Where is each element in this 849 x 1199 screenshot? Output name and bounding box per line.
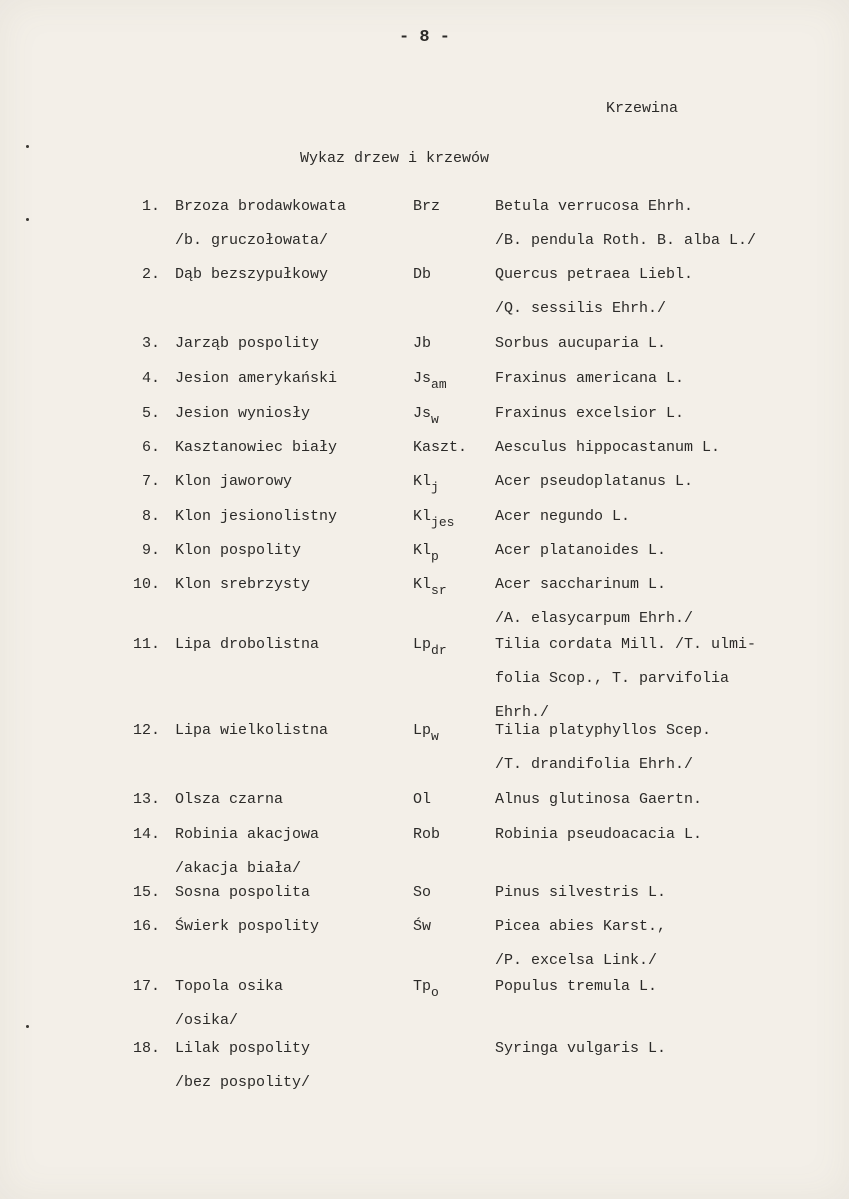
latin-name-line: Acer negundo L.	[495, 508, 631, 525]
abbreviation-base: Lp	[413, 636, 432, 653]
latin-name	[495, 500, 630, 534]
polish-name	[175, 465, 292, 499]
polish-name-line: Jarząb pospolity	[175, 335, 320, 352]
abbreviation-subscript: dr	[431, 643, 447, 658]
item-number: 10.	[132, 576, 160, 593]
polish-name-line: Olsza czarna	[175, 791, 284, 808]
abbreviation-subscript: sr	[431, 583, 447, 598]
abbreviation-base: Brz	[413, 198, 441, 215]
latin-name	[495, 910, 666, 978]
abbreviation	[413, 818, 440, 852]
abbreviation-base: Lp	[413, 722, 432, 739]
abbreviation	[413, 714, 439, 754]
latin-name-line: Populus tremula L.	[495, 978, 658, 995]
latin-name	[495, 714, 711, 782]
paper-speck	[26, 145, 29, 148]
latin-name	[495, 568, 693, 636]
abbreviation	[413, 970, 439, 1010]
polish-name	[175, 1032, 310, 1100]
item-number: 11.	[132, 636, 160, 653]
abbreviation-base: Tp	[413, 978, 432, 995]
abbreviation-base: Kaszt.	[413, 439, 468, 456]
abbreviation	[413, 327, 431, 361]
abbreviation	[413, 876, 431, 910]
polish-name-line: Klon pospolity	[175, 542, 302, 559]
latin-name	[495, 970, 657, 1004]
latin-name-line: /Q. sessilis Ehrh./	[495, 300, 667, 317]
abbreviation	[413, 431, 467, 465]
item-number: 18.	[132, 1040, 160, 1057]
item-number: 9.	[141, 542, 160, 559]
abbreviation-base: So	[413, 884, 432, 901]
paper-speck	[26, 1025, 29, 1028]
abbreviation-subscript: am	[431, 377, 447, 392]
latin-name-line: /A. elasycarpum Ehrh./	[495, 610, 694, 627]
latin-name	[495, 327, 666, 361]
polish-name	[175, 568, 310, 602]
item-number: 12.	[132, 722, 160, 739]
abbreviation-base: Db	[413, 266, 432, 283]
polish-name-line: Klon jesionolistny	[175, 508, 338, 525]
abbreviation-base: Js	[413, 405, 432, 422]
abbreviation-subscript: jes	[431, 515, 455, 530]
polish-name	[175, 534, 301, 568]
latin-name	[495, 534, 666, 568]
latin-name-line: Betula verrucosa Ehrh.	[495, 198, 694, 215]
latin-name-line: Acer platanoides L.	[495, 542, 667, 559]
polish-name-line: /bez pospolity/	[175, 1074, 311, 1091]
item-number: 3.	[141, 335, 160, 352]
polish-name	[175, 431, 337, 465]
item-number: 14.	[132, 826, 160, 843]
abbreviation-subscript: w	[431, 412, 439, 427]
latin-name	[495, 1032, 666, 1066]
abbreviation	[413, 628, 447, 668]
latin-name-line: Tilia cordata Mill. /T. ulmi-	[495, 636, 757, 653]
polish-name	[175, 258, 328, 292]
polish-name-line: Brzoza brodawkowata	[175, 198, 347, 215]
latin-name-line: Acer saccharinum L.	[495, 576, 667, 593]
paper-speck	[26, 218, 29, 221]
abbreviation-base: Kl	[413, 473, 432, 490]
latin-name-line: Ehrh./	[495, 704, 550, 721]
polish-name-line: /akacja biała/	[175, 860, 302, 877]
polish-name	[175, 500, 337, 534]
abbreviation	[413, 362, 447, 402]
polish-name	[175, 628, 319, 662]
latin-name-line: Fraxinus americana L.	[495, 370, 685, 387]
item-number: 6.	[141, 439, 160, 456]
polish-name-line: Świerk pospolity	[175, 918, 320, 935]
abbreviation	[413, 910, 431, 944]
latin-name-line: Robinia pseudoacacia L.	[495, 826, 703, 843]
latin-name	[495, 258, 693, 326]
item-number: 13.	[132, 791, 160, 808]
item-number: 8.	[141, 508, 160, 525]
latin-name	[495, 783, 702, 817]
item-number: 17.	[132, 978, 160, 995]
polish-name-line: Jesion amerykański	[175, 370, 338, 387]
latin-name	[495, 818, 702, 852]
latin-name-line: Fraxinus excelsior L.	[495, 405, 685, 422]
abbreviation	[413, 568, 447, 608]
abbreviation-base: Św	[413, 918, 432, 935]
polish-name-line: Klon jaworowy	[175, 473, 293, 490]
abbreviation-base: Kl	[413, 542, 432, 559]
polish-name-line: Topola osika	[175, 978, 284, 995]
polish-name	[175, 362, 337, 396]
section-label: Krzewina	[606, 100, 679, 117]
latin-name	[495, 465, 693, 499]
polish-name-line: Lipa wielkolistna	[175, 722, 329, 739]
polish-name	[175, 876, 310, 910]
latin-name-line: /P. excelsa Link./	[495, 952, 658, 969]
polish-name	[175, 910, 319, 944]
latin-name	[495, 397, 684, 431]
latin-name-line: Sorbus aucuparia L.	[495, 335, 667, 352]
abbreviation-base: Js	[413, 370, 432, 387]
latin-name-line: Tilia platyphyllos Scep.	[495, 722, 712, 739]
abbreviation	[413, 258, 431, 292]
abbreviation-base: Jb	[413, 335, 432, 352]
polish-name-line: Lilak pospolity	[175, 1040, 311, 1057]
abbreviation	[413, 783, 431, 817]
item-number: 7.	[141, 473, 160, 490]
polish-name-line: Jesion wyniosły	[175, 405, 311, 422]
polish-name-line: Klon srebrzysty	[175, 576, 311, 593]
abbreviation-base: Ol	[413, 791, 432, 808]
polish-name	[175, 190, 346, 258]
polish-name	[175, 783, 283, 817]
polish-name-line: Robinia akacjowa	[175, 826, 320, 843]
latin-name-line: Acer pseudoplatanus L.	[495, 473, 694, 490]
abbreviation-base: Kl	[413, 508, 432, 525]
latin-name-line: Syringa vulgaris L.	[495, 1040, 667, 1057]
page-number: - 8 -	[398, 28, 450, 47]
polish-name	[175, 714, 328, 748]
latin-name	[495, 876, 666, 910]
polish-name-line: /osika/	[175, 1012, 239, 1029]
list-title: Wykaz drzew i krzewów	[300, 150, 490, 167]
abbreviation-subscript: j	[431, 480, 439, 495]
item-number: 5.	[141, 405, 160, 422]
polish-name-line: Lipa drobolistna	[175, 636, 320, 653]
polish-name	[175, 327, 319, 361]
abbreviation-subscript: p	[431, 549, 439, 564]
abbreviation	[413, 465, 439, 505]
item-number: 1.	[141, 198, 160, 215]
latin-name-line: Alnus glutinosa Gaertn.	[495, 791, 703, 808]
abbreviation	[413, 190, 440, 224]
latin-name-line: /B. pendula Roth. B. alba L./	[495, 232, 757, 249]
latin-name-line: folia Scop., T. parvifolia	[495, 670, 730, 687]
latin-name-line: Aesculus hippocastanum L.	[495, 439, 721, 456]
polish-name-line: Dąb bezszypułkowy	[175, 266, 329, 283]
item-number: 4.	[141, 370, 160, 387]
latin-name-line: Picea abies Karst.,	[495, 918, 667, 935]
polish-name	[175, 397, 310, 431]
polish-name-line: /b. gruczołowata/	[175, 232, 329, 249]
latin-name	[495, 190, 756, 258]
item-number: 16.	[132, 918, 160, 935]
polish-name-line: Kasztanowiec biały	[175, 439, 338, 456]
abbreviation-subscript: o	[431, 985, 439, 1000]
abbreviation-base: Kl	[413, 576, 432, 593]
polish-name	[175, 970, 283, 1038]
item-number: 15.	[132, 884, 160, 901]
latin-name-line: Pinus silvestris L.	[495, 884, 667, 901]
abbreviation-base: Rob	[413, 826, 441, 843]
abbreviation-subscript: w	[431, 729, 439, 744]
latin-name-line: /T. drandifolia Ehrh./	[495, 756, 694, 773]
latin-name	[495, 431, 720, 465]
latin-name-line: Quercus petraea Liebl.	[495, 266, 694, 283]
item-number: 2.	[141, 266, 160, 283]
polish-name-line: Sosna pospolita	[175, 884, 311, 901]
latin-name	[495, 362, 684, 396]
